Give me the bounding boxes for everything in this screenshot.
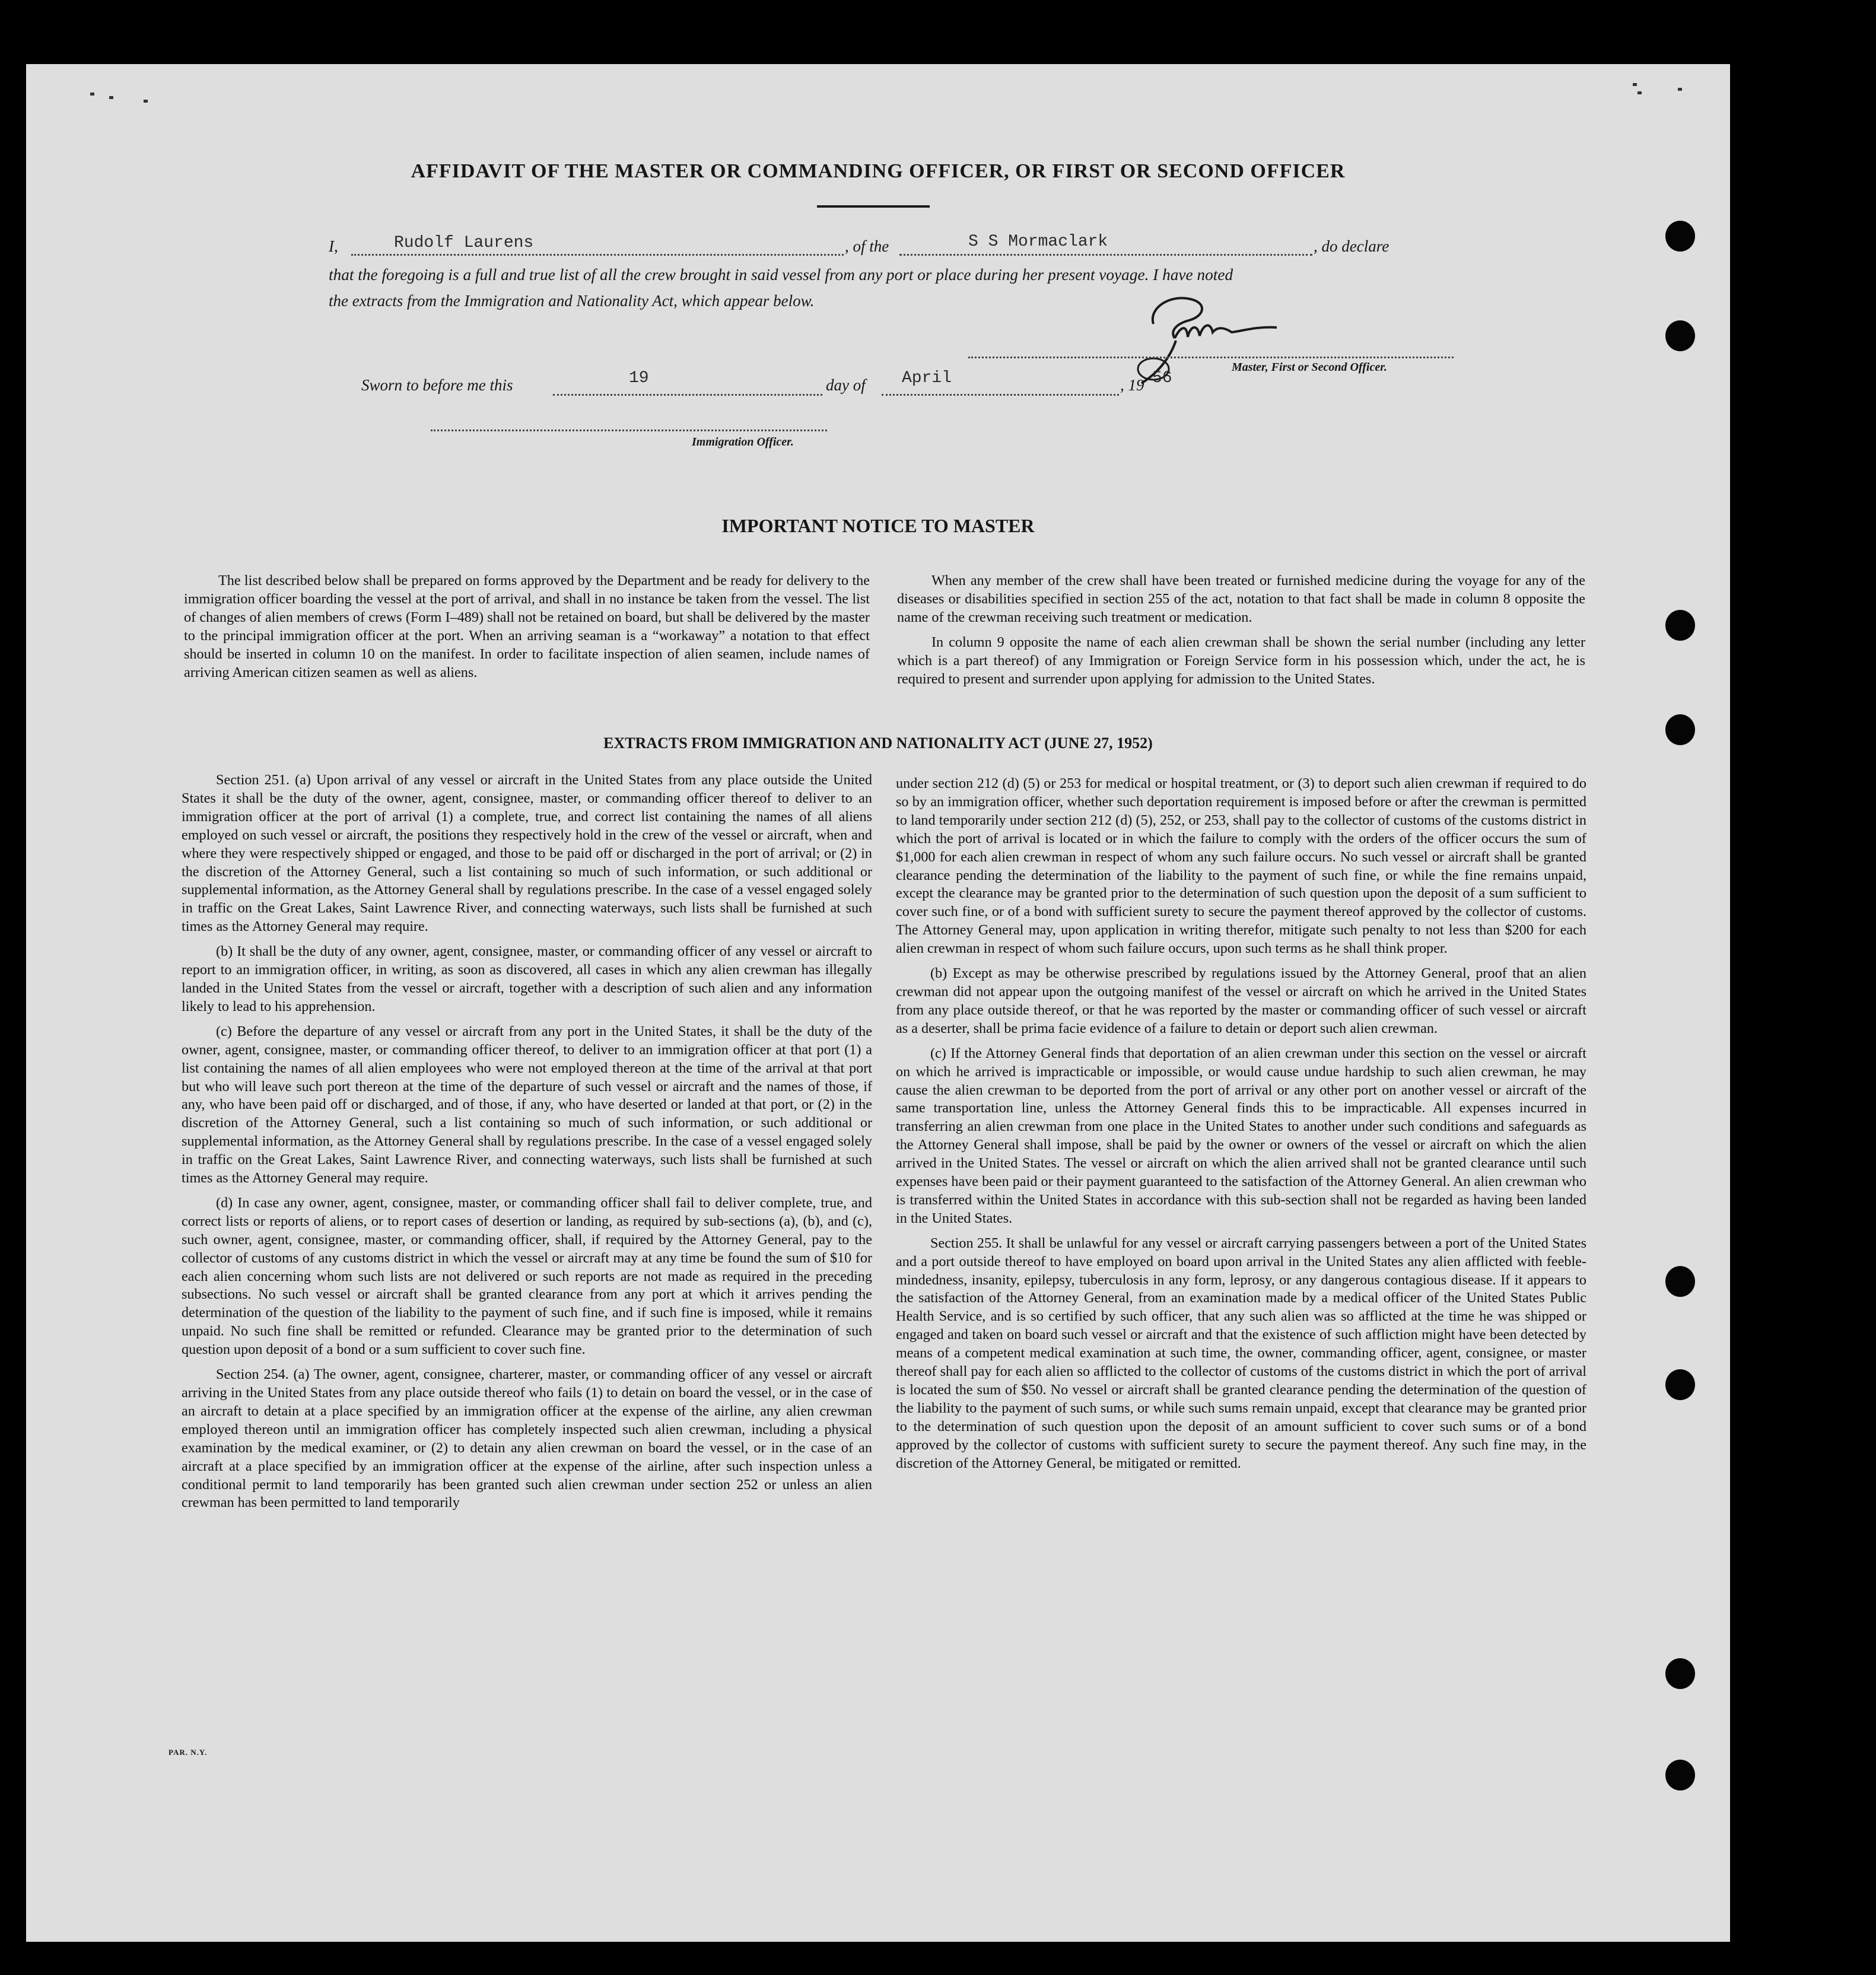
printer-mark: PAR. N.Y.	[168, 1748, 208, 1757]
scan-speck	[1678, 88, 1682, 91]
act-paragraph: (d) In case any owner, agent, consignee, master, or commanding officer shall fail to deliver complete, true, and correct lists or reports of aliens, or to report cases of desertion or landing, as required by sub-sections (a), (b), and (c), such owner, agent, consignee, master, or commanding officer, shall, if required by the Attorney General, pay to the collector of customs of any customs district in which the vessel or aircraft may at any time be found the sum of $10 for each alien concerning whom such lists are not delivered or such reports are not made as required in the preceding subsections. No such vessel or aircraft shall be granted clearance from any port at which it arrives pending the determination of the question of the liability to the payment of such fine, and if such fine is imposed, while it remains unpaid. No such fine shall be remitted or refunded. Clearance may be granted prior to the determination of such question upon deposit of a bond or a sum sufficient to cover such fine.	[182, 1194, 872, 1358]
act-paragraph: Section 251. (a) Upon arrival of any vessel or aircraft in the United States from any place outside the United States it shall be the duty of the owner, agent, consignee, master, or commanding officer thereof to deliver to an immigration officer at the port of arrival (1) a complete, true, and correct list containing the names of all aliens employed on such vessel or aircraft, the positions they respectively hold in the crew of the vessel or aircraft, when and where they were respectively shipped or engaged, and those to be paid off or discharged in the port of arrival; or (2) in the discretion of the Attorney General, such a list containing so much of such information, or such additional or supplemental information, as the Attorney General shall by regulations prescribe. In the case of a vessel engaged solely in traffic on the Great Lakes, Saint Lawrence River, and connecting waterways, such lists shall be furnished at such times as the Attorney General may require.	[182, 772, 872, 935]
sworn-year: 56	[1152, 369, 1172, 387]
act-paragraph: under section 212 (d) (5) or 253 for medical or hospital treatment, or (3) to deport such alien crewman if required to do so by an immigration officer, whether such deportation requirement is imposed before or after the crewman is permitted to land temporarily under section 212 (d) (5), 252, or 253, shall pay to the collector of customs of the customs district in which the port of arrival is located or in which the failure to comply with the orders of the officer occurs the sum of $1,000 for each alien crewman in respect of whom any such failure occurs. No such vessel or aircraft shall be granted clearance pending the determination of the liability to the payment of such fine, or while the fine remains unpaid, except the clearance may be granted prior to the determination of such question upon the deposit of a sum sufficient to cover such fine, or of a bond with sufficient surety to secure the payment thereof approved by the collector of customs. The Attorney General may, upon application in writing therefor, mitigate such penalty to not less than $200 for each alien crewman in respect of whom such failure occurs, upon such terms as he shall think proper.	[896, 775, 1586, 957]
notice-paragraph: In column 9 opposite the name of each alien crewman shall be shown the serial number (including any letter which is a part thereof) of any Immigration or Foreign Service form in his possession which, under the act, he is required to present and surrender upon applying for admission to the United States.	[897, 634, 1585, 687]
sworn-day: 19	[629, 369, 649, 387]
declaration-line-3: the extracts from the Immigration and Nationality Act, which appear below.	[329, 292, 815, 310]
act-paragraph: Section 255. It shall be unlawful for any vessel or aircraft carrying passengers between a port of the United States and a port outside thereof to have employed on board upon arrival in the United States any alien afflicted with feeble-mindedness, insanity, epilepsy, tuberculosis in any form, leprosy, or any dangerous contagious disease. If it appears to the satisfaction of the Attorney General, from an examination made by a medical officer of the United States Public Health Service, and is so certified by such officer, that any such alien was so afflicted at the time he was shipped or engaged and taken on board such vessel or aircraft and that the existence of such affliction might have been detected by means of a competent medical examination at such time, the owner, commanding officer, agent, consignee, or master thereof shall pay for each alien so afflicted to the collector of customs of the customs district in which the port of arrival is located the sum of $50. No vessel or aircraft shall be granted clearance pending the determination of the question of the liability to the payment of such sums, or while such sums remain unpaid, except that clearance may be granted prior to the determination of such question upon the deposit of an amount sufficient to cover such sums or of a bond approved by the collector of customs with sufficient surety to secure the payment thereof. Any such fine may, in the discretion of the Attorney General, be mitigated or remitted.	[896, 1235, 1586, 1471]
of-the-label: , of the	[845, 237, 889, 255]
signature-line	[968, 357, 1454, 358]
binder-hole	[1665, 1760, 1695, 1790]
notice-title: IMPORTANT NOTICE TO MASTER	[721, 515, 1035, 536]
officer-signature-line	[431, 430, 827, 431]
affidavit-title: AFFIDAVIT OF THE MASTER OR COMMANDING OFFICER, OR FIRST OR SECOND OFFICER	[411, 160, 1346, 182]
binder-hole	[1665, 610, 1695, 641]
day-of-label: day of	[826, 376, 866, 394]
act-paragraph: (b) It shall be the duty of any owner, agent, consignee, master, or commanding officer of any vessel or aircraft to report to an immigration officer, in writing, as soon as discovered, all cases in which any alien crewman has illegally landed in the United States from the vessel or aircraft, together with a description of such alien and any information likely to lead to his apprehension.	[182, 943, 872, 1014]
notice-right-column	[897, 572, 1585, 695]
year-prefix: , 19	[1120, 376, 1144, 394]
scan-speck	[1633, 83, 1637, 86]
sworn-prefix: Sworn to before me this	[361, 376, 513, 394]
scan-speck	[109, 96, 113, 99]
notice-paragraph: The list described below shall be prepared on forms approved by the Department and be ready for delivery to the immigration officer boarding the vessel at the port of arrival, and shall in no instance be taken from the vessel. The list of changes of alien members of crews (Form I–489) shall not be retained on board, but shall be delivered by the master to the principal immigration officer at the port. When an arriving seaman is a “workaway” a notation to that effect should be inserted in column 10 on the manifest. In order to facilitate inspection of alien seamen, include names of arriving American citizen seamen as well as aliens.	[184, 573, 870, 680]
scan-speck	[1637, 91, 1642, 94]
binder-hole	[1665, 221, 1695, 252]
binder-hole	[1665, 1266, 1695, 1297]
vessel-name: S S Mormaclark	[968, 233, 1108, 251]
notice-paragraph: When any member of the crew shall have been treated or furnished medicine during the voyage for any of the diseases or disabilities specified in section 255 of the act, notation to that fact shall be made in column 8 opposite the name of the crewman receiving such treatment or medication.	[897, 573, 1585, 625]
act-paragraph: Section 254. (a) The owner, agent, consignee, charterer, master, or commanding officer of any vessel or aircraft arriving in the United States from any place outside thereof who fails (1) to detain on board the vessel, or in the case of an aircraft to detain at a place specified by an immigration officer at the expense of the airline, any alien crewman employed thereon until an immigration officer has completely inspected such alien crewman, including a physical examination by the medical examiner, or (2) to detain any alien crewman on board the vessel, or in the case of an aircraft at a place specified by an immigration officer at the expense of the airline, after such inspection unless a conditional permit to land temporarily has been granted such alien crewman under section 252 or unless an alien crewman has been permitted to land temporarily	[182, 1366, 872, 1511]
day-field-line	[553, 394, 822, 396]
officer-caption: Immigration Officer.	[692, 435, 794, 449]
document-page	[26, 64, 1730, 1942]
master-name: Rudolf Laurens	[394, 234, 534, 252]
declarant-prefix: I,	[329, 237, 338, 255]
do-declare-label: , do declare	[1314, 237, 1389, 255]
month-field-line	[882, 394, 1119, 396]
sworn-month: April	[902, 369, 952, 387]
title-underline	[817, 205, 930, 208]
act-paragraph: (c) Before the departure of any vessel or aircraft from any port in the United States, it shall be the duty of the owner, agent, consignee, master, or commanding officer thereof, to deliver to an immigration officer at that port (1) a list containing the names of all alien employees who were not employed thereon at the time of the arrival at that port but who will leave such port thereon at the time of the departure of such vessel or aircraft and the names of those, if any, who have been paid off or discharged, and of those, if any, who have deserted or landed at that port, or (2) in the discretion of the Attorney General, such a list containing so much of such information, or such additional or supplemental information, as the Attorney General shall by regulations prescribe. In the case of a vessel engaged solely in traffic on the Great Lakes, Saint Lawrence River, and connecting waterways, such lists shall be furnished at such times as the Attorney General may require.	[182, 1023, 872, 1187]
scan-speck	[144, 100, 148, 103]
act-paragraph: (c) If the Attorney General finds that deportation of an alien crewman under this section on the vessel or aircraft on which he arrived is impracticable or impossible, or would cause undue hardship to such alien crewman, he may cause the alien crewman to be deported from the port of arrival or any other port on another vessel or aircraft of the same transportation line, unless the Attorney General finds this to be impracticable. All expenses incurred in transferring an alien crewman from one place in the United States to another under such conditions and safeguards as the Attorney General shall impose, shall be paid by the owner or owners of the vessel or aircraft on which the alien arrived in the United States. The vessel or aircraft on which the alien arrived shall not be granted clearance until such expenses have been paid or their payment guaranteed to the satisfaction of the Attorney General. An alien crewman who is transferred within the United States in accordance with this sub-section shall not be regarded as having been landed in the United States.	[896, 1045, 1586, 1226]
scan-speck	[90, 93, 94, 96]
extracts-right-column	[896, 775, 1586, 1480]
binder-hole	[1665, 1658, 1695, 1689]
extracts-left-column	[182, 771, 872, 1519]
extracts-title: EXTRACTS FROM IMMIGRATION AND NATIONALITY ACT (JUNE 27, 1952)	[603, 734, 1153, 752]
vessel-field-line	[899, 254, 1312, 256]
binder-hole	[1665, 320, 1695, 351]
name-field-line	[351, 254, 844, 256]
binder-hole	[1665, 1369, 1695, 1400]
act-paragraph: (b) Except as may be otherwise prescribed by regulations issued by the Attorney General, proof that an alien crewman did not appear upon the outgoing manifest of the vessel or aircraft on which he arrived in the United States from any place outside thereof, or that he was reported by the master or commanding officer of such vessel or aircraft as a deserter, shall be prima facie evidence of a failure to detain or deport such alien crewman.	[896, 965, 1586, 1036]
declaration-line-2: that the foregoing is a full and true list of all the crew brought in said vessel from any port or place during her present voyage. I have noted	[329, 266, 1233, 284]
signature-caption: Master, First or Second Officer.	[1232, 361, 1387, 374]
notice-left-column	[184, 572, 870, 688]
